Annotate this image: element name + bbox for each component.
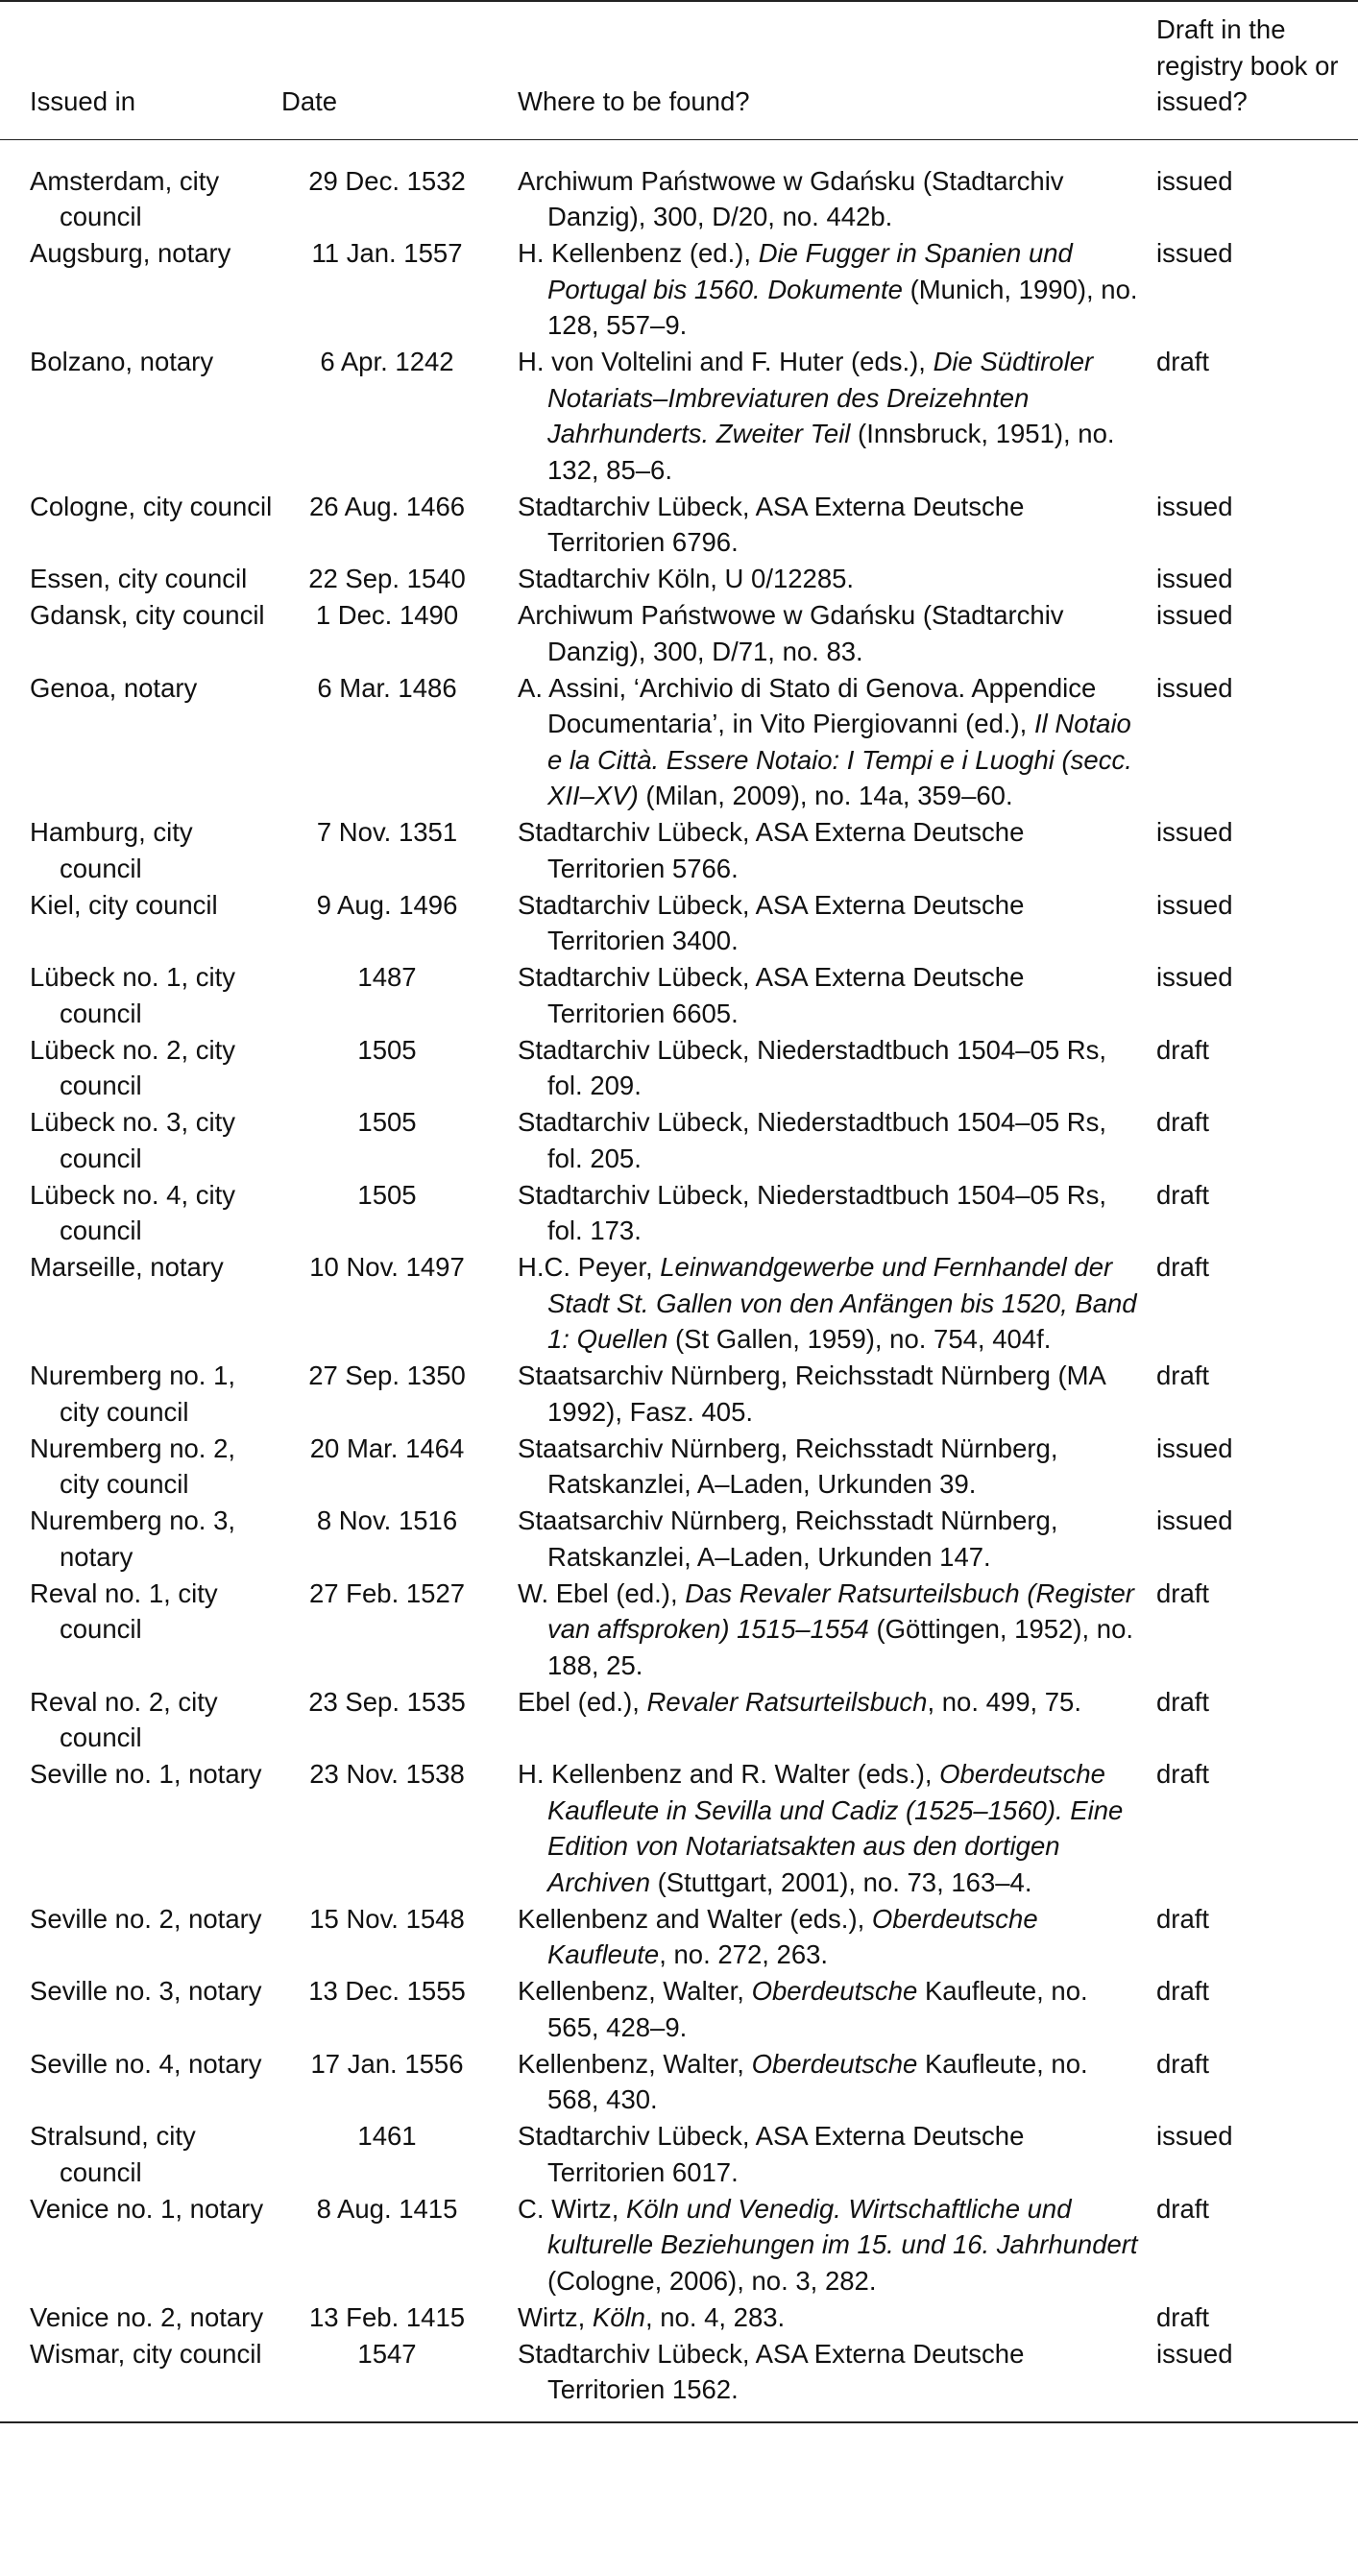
cell-where bbox=[510, 1358, 1149, 1431]
source-citation bbox=[518, 2299, 1143, 2336]
issued-in-text: Cologne, city council bbox=[30, 491, 273, 521]
cell-where bbox=[510, 1032, 1149, 1105]
issued-in-text: Marseille, notary bbox=[30, 1252, 224, 1282]
citation-text: Stadtarchiv Lübeck, ASA Externa Deutsche Territorien 6796. bbox=[518, 491, 1025, 557]
cell-where bbox=[510, 2191, 1149, 2299]
issued-in-text: Wismar, city council bbox=[30, 2338, 262, 2369]
table-row bbox=[0, 2191, 1358, 2299]
cell-where bbox=[510, 1249, 1149, 1358]
cell-issued-in bbox=[0, 235, 281, 344]
cell-where bbox=[510, 1576, 1149, 1684]
cell-status: draft bbox=[1156, 1903, 1210, 1934]
source-citation bbox=[518, 887, 1143, 959]
cell-issued-in bbox=[0, 1249, 281, 1358]
cell-date: 13 Feb. 1415 bbox=[308, 2301, 466, 2332]
issued-in-text: Lübeck no. 3, city council bbox=[30, 1107, 236, 1173]
table-row bbox=[0, 887, 1358, 960]
cell-status: issued bbox=[1156, 564, 1233, 593]
table-row bbox=[0, 1032, 1358, 1105]
cell-status: issued bbox=[1156, 672, 1233, 703]
cell-status: draft bbox=[1156, 1759, 1210, 1789]
source-citation bbox=[518, 2336, 1143, 2408]
table-row bbox=[0, 2046, 1358, 2119]
table-row bbox=[0, 814, 1358, 887]
citation-title: Die Südtiroler Notariats–Imbreviaturen des Dreizehnten Jahrhunderts. Zweiter Teil bbox=[547, 347, 1094, 448]
source-citation bbox=[518, 1901, 1143, 1973]
header-date: Date bbox=[281, 86, 338, 116]
citation-text: Stadtarchiv Lübeck, ASA Externa Deutsche Territorien 1562. bbox=[518, 2338, 1025, 2404]
table-body bbox=[0, 139, 1358, 2422]
citation-text: Stadtarchiv Lübeck, Niederstadtbuch 1504–05 Rs, fol. 173. bbox=[518, 1179, 1107, 1245]
table-row bbox=[0, 1756, 1358, 1901]
cell-where bbox=[510, 887, 1149, 960]
cell-status: draft bbox=[1156, 347, 1210, 376]
cell-date: 1487 bbox=[357, 962, 417, 992]
cell-where bbox=[510, 139, 1149, 235]
table-header bbox=[0, 1, 1358, 139]
table-row bbox=[0, 2299, 1358, 2336]
issued-in-text: Venice no. 1, notary bbox=[30, 2193, 264, 2224]
header-row bbox=[0, 1, 1358, 139]
table-row bbox=[0, 1973, 1358, 2046]
cell-date: 26 Aug. 1466 bbox=[308, 491, 466, 521]
cell-status: issued bbox=[1156, 2338, 1233, 2369]
citation-text: , no. 4, 283. bbox=[644, 2301, 786, 2332]
table-row bbox=[0, 1431, 1358, 1504]
cell-status: draft bbox=[1156, 1107, 1210, 1137]
cell-where bbox=[510, 597, 1149, 670]
issued-in-text: Lübeck no. 2, city council bbox=[30, 1034, 236, 1100]
cell-status: draft bbox=[1156, 1360, 1210, 1390]
cell-issued-in bbox=[0, 1358, 281, 1431]
citation-text: (Milan, 2009), no. 14a, 359–60. bbox=[638, 781, 1013, 810]
citation-text: Stadtarchiv Lübeck, ASA Externa Deutsche Territorien 6017. bbox=[518, 2121, 1025, 2187]
table-row bbox=[0, 2118, 1358, 2191]
table-row bbox=[0, 561, 1358, 597]
source-citation bbox=[518, 670, 1143, 814]
citation-text: Staatsarchiv Nürnberg, Reichsstadt Nürnberg, Ratskanzlei, A–Laden, Urkunden 147. bbox=[518, 1505, 1058, 1572]
citation-text: H. Kellenbenz (ed.), bbox=[518, 238, 759, 268]
issued-in-text: Seville no. 4, notary bbox=[30, 2048, 262, 2079]
source-citation bbox=[518, 1503, 1143, 1575]
table-row bbox=[0, 489, 1358, 562]
citation-text: Kaufleute, no. 565, 428–9. bbox=[547, 1976, 1088, 2042]
table-row bbox=[0, 2336, 1358, 2422]
cell-status: draft bbox=[1156, 1976, 1210, 2006]
cell-date: 6 Apr. 1242 bbox=[320, 347, 454, 376]
issued-in-text: Lübeck no. 4, city council bbox=[30, 1179, 236, 1245]
table-row bbox=[0, 344, 1358, 489]
table-row bbox=[0, 1901, 1358, 1974]
issued-in-text: Seville no. 2, notary bbox=[30, 1903, 262, 1934]
table-row bbox=[0, 1503, 1358, 1576]
issued-in-text: Genoa, notary bbox=[30, 672, 198, 703]
citation-text: Archiwum Państwowe w Gdańsku (Stadtarchiv Danzig), 300, D/20, no. 442b. bbox=[518, 165, 1064, 231]
cell-date: 1461 bbox=[357, 2121, 417, 2151]
issued-in-text: Essen, city council bbox=[30, 564, 248, 593]
source-citation bbox=[518, 1177, 1143, 1249]
cell-status: draft bbox=[1156, 1686, 1210, 1717]
cell-date: 6 Mar. 1486 bbox=[317, 672, 457, 703]
citation-text: H. Kellenbenz and R. Walter (eds.), bbox=[518, 1759, 940, 1789]
citation-text: (Innsbruck, 1951), no. 132, 85–6. bbox=[547, 419, 1115, 485]
header-issued-in: Issued in bbox=[30, 86, 136, 116]
cell-status: draft bbox=[1156, 1034, 1210, 1065]
cell-where bbox=[510, 1756, 1149, 1901]
citation-text: A. Assini, ‘Archivio di Stato di Genova. Appendice Documentaria’, in Vito Piergiovanni (ed.), bbox=[518, 672, 1097, 738]
citation-text: Kellenbenz, Walter, bbox=[518, 1976, 752, 2006]
cell-issued-in bbox=[0, 1756, 281, 1901]
source-citation bbox=[518, 344, 1143, 488]
citation-text: , no. 499, 75. bbox=[927, 1686, 1081, 1717]
citation-text: W. Ebel (ed.), bbox=[518, 1577, 686, 1608]
issued-in-text: Lübeck no. 1, city council bbox=[30, 962, 236, 1028]
cell-issued-in bbox=[0, 489, 281, 562]
cell-where bbox=[510, 1503, 1149, 1576]
table-row bbox=[0, 1249, 1358, 1358]
cell-issued-in bbox=[0, 1431, 281, 1504]
issued-in-text: Reval no. 1, city council bbox=[30, 1577, 218, 1644]
issued-in-text: Amsterdam, city council bbox=[30, 165, 220, 231]
cell-where bbox=[510, 489, 1149, 562]
cell-status: issued bbox=[1156, 817, 1233, 847]
table-row bbox=[0, 597, 1358, 670]
cell-where bbox=[510, 1901, 1149, 1974]
citation-text: Stadtarchiv Köln, U 0/12285. bbox=[518, 564, 855, 593]
citation-text: H.C. Peyer, bbox=[518, 1252, 661, 1282]
issued-in-text: Kiel, city council bbox=[30, 889, 218, 920]
cell-where bbox=[510, 1104, 1149, 1177]
issued-in-text: Seville no. 3, notary bbox=[30, 1976, 262, 2006]
cell-issued-in bbox=[0, 561, 281, 597]
cell-where bbox=[510, 2299, 1149, 2336]
cell-status: issued bbox=[1156, 2121, 1233, 2151]
cell-date: 20 Mar. 1464 bbox=[309, 1432, 465, 1463]
cell-issued-in bbox=[0, 2191, 281, 2299]
issued-in-text: Bolzano, notary bbox=[30, 347, 214, 376]
cell-issued-in bbox=[0, 1104, 281, 1177]
table-row bbox=[0, 139, 1358, 235]
cell-status: draft bbox=[1156, 1577, 1210, 1608]
issued-in-text: Nuremberg no. 3, notary bbox=[30, 1505, 235, 1572]
cell-date: 8 Aug. 1415 bbox=[316, 2193, 458, 2224]
citation-text: (Göttingen, 1952), no. 188, 25. bbox=[547, 1614, 1134, 1680]
citation-text: C. Wirtz, bbox=[518, 2193, 627, 2224]
citation-title: Oberdeutsche bbox=[751, 1976, 918, 2006]
citation-title: Die Fugger in Spanien und Portugal bis 1560. Dokumente bbox=[547, 238, 1073, 304]
source-citation bbox=[518, 235, 1143, 344]
citation-text: Kellenbenz, Walter, bbox=[518, 2048, 752, 2079]
citation-text: Stadtarchiv Lübeck, Niederstadtbuch 1504–05 Rs, fol. 209. bbox=[518, 1034, 1107, 1100]
citation-title: Il Notaio e la Città. Essere Notaio: I Tempi e i Luoghi (secc. XII–XV) bbox=[547, 709, 1132, 810]
cell-where bbox=[510, 2046, 1149, 2119]
issued-in-text: Gdansk, city council bbox=[30, 600, 265, 630]
source-citation bbox=[518, 597, 1143, 669]
citation-text: Staatsarchiv Nürnberg, Reichsstadt Nürnberg, Ratskanzlei, A–Laden, Urkunden 39. bbox=[518, 1432, 1058, 1499]
cell-date: 17 Jan. 1556 bbox=[310, 2048, 464, 2079]
table-row bbox=[0, 1358, 1358, 1431]
cell-status: issued bbox=[1156, 1432, 1233, 1463]
citation-text: Staatsarchiv Nürnberg, Reichsstadt Nürnberg (MA 1992), Fasz. 405. bbox=[518, 1360, 1105, 1427]
cell-date: 7 Nov. 1351 bbox=[316, 817, 458, 847]
cell-issued-in bbox=[0, 597, 281, 670]
table-row bbox=[0, 1576, 1358, 1684]
cell-status: issued bbox=[1156, 491, 1233, 521]
cell-date: 11 Jan. 1557 bbox=[311, 238, 463, 268]
cell-date: 15 Nov. 1548 bbox=[309, 1903, 465, 1934]
citation-text: Kaufleute, no. 568, 430. bbox=[547, 2048, 1088, 2114]
issued-in-text: Reval no. 2, city council bbox=[30, 1686, 218, 1752]
cell-where bbox=[510, 1684, 1149, 1757]
source-citation bbox=[518, 1576, 1143, 1684]
cell-issued-in bbox=[0, 139, 281, 235]
cell-where bbox=[510, 2118, 1149, 2191]
cell-date: 1505 bbox=[357, 1034, 417, 1065]
cell-date: 1505 bbox=[357, 1107, 417, 1137]
citation-text: Kellenbenz and Walter (eds.), bbox=[518, 1903, 872, 1934]
cell-date: 10 Nov. 1497 bbox=[309, 1252, 465, 1282]
cell-status: draft bbox=[1156, 1252, 1210, 1282]
cell-issued-in bbox=[0, 959, 281, 1032]
cell-status: draft bbox=[1156, 2301, 1210, 2332]
cell-where bbox=[510, 1177, 1149, 1250]
cell-status: issued bbox=[1156, 889, 1233, 920]
citation-title: Revaler Ratsurteilsbuch bbox=[646, 1686, 928, 1717]
cell-status: draft bbox=[1156, 1179, 1210, 1210]
citation-title: Leinwandgewerbe und Fernhandel der Stadt St. Gallen von den Anfängen bis 1520, Band 1: Quellen bbox=[547, 1252, 1137, 1354]
source-citation bbox=[518, 1973, 1143, 2045]
citation-title: Oberdeutsche Kaufleute in Sevilla und Cadiz (1525–1560). Eine Edition von Notariatsakten aus den dortigen Archiven bbox=[547, 1759, 1124, 1897]
issued-in-text: Hamburg, city council bbox=[30, 817, 193, 883]
cell-issued-in bbox=[0, 2046, 281, 2119]
issued-in-text: Nuremberg no. 2, city council bbox=[30, 1432, 235, 1499]
issued-in-text: Venice no. 2, notary bbox=[30, 2301, 264, 2332]
cell-status: draft bbox=[1156, 2193, 1210, 2224]
table-row bbox=[0, 1104, 1358, 1177]
source-citation bbox=[518, 959, 1143, 1031]
cell-issued-in bbox=[0, 2336, 281, 2422]
cell-where bbox=[510, 235, 1149, 344]
cell-issued-in bbox=[0, 1973, 281, 2046]
cell-status: issued bbox=[1156, 600, 1233, 630]
cell-date: 29 Dec. 1532 bbox=[308, 165, 466, 196]
cell-where bbox=[510, 1973, 1149, 2046]
citation-title: Oberdeutsche bbox=[751, 2048, 918, 2079]
cell-date: 1505 bbox=[357, 1179, 417, 1210]
cell-status: issued bbox=[1156, 1505, 1233, 1535]
source-citation bbox=[518, 163, 1143, 235]
header-where: Where to be found? bbox=[518, 86, 750, 116]
cell-where bbox=[510, 344, 1149, 489]
table-row bbox=[0, 1684, 1358, 1757]
table-row bbox=[0, 670, 1358, 815]
citation-title: Das Revaler Ratsurteilsbuch (Register van affsproken) 1515–1554 bbox=[547, 1577, 1134, 1644]
cell-issued-in bbox=[0, 814, 281, 887]
cell-date: 8 Nov. 1516 bbox=[316, 1505, 458, 1535]
citation-text: Stadtarchiv Lübeck, Niederstadtbuch 1504–05 Rs, fol. 205. bbox=[518, 1107, 1107, 1173]
source-citation bbox=[518, 1358, 1143, 1430]
citation-text: (St Gallen, 1959), no. 754, 404f. bbox=[667, 1324, 1052, 1354]
cell-date: 1547 bbox=[357, 2338, 417, 2369]
citation-text: H. von Voltelini and F. Huter (eds.), bbox=[518, 347, 934, 376]
cell-where bbox=[510, 814, 1149, 887]
source-citation bbox=[518, 814, 1143, 886]
issued-in-text: Seville no. 1, notary bbox=[30, 1759, 262, 1789]
cell-issued-in bbox=[0, 1177, 281, 1250]
cell-status: draft bbox=[1156, 2048, 1210, 2079]
issued-in-text: Augsburg, notary bbox=[30, 238, 231, 268]
cell-issued-in bbox=[0, 1032, 281, 1105]
cell-date: 1 Dec. 1490 bbox=[315, 600, 459, 630]
cell-where bbox=[510, 959, 1149, 1032]
cell-issued-in bbox=[0, 1901, 281, 1974]
cell-where bbox=[510, 2336, 1149, 2422]
source-citation bbox=[518, 1756, 1143, 1900]
citation-title: Köln bbox=[592, 2301, 645, 2332]
cell-date: 23 Sep. 1535 bbox=[308, 1686, 466, 1717]
cell-status: issued bbox=[1156, 165, 1233, 196]
citation-text: Stadtarchiv Lübeck, ASA Externa Deutsche Territorien 3400. bbox=[518, 889, 1025, 955]
source-citation bbox=[518, 1431, 1143, 1503]
cell-where bbox=[510, 1431, 1149, 1504]
cell-issued-in bbox=[0, 1503, 281, 1576]
citation-text: Ebel (ed.), bbox=[518, 1686, 647, 1717]
citation-text: Archiwum Państwowe w Gdańsku (Stadtarchiv Danzig), 300, D/71, no. 83. bbox=[518, 600, 1064, 666]
cell-where bbox=[510, 561, 1149, 597]
issued-in-text: Nuremberg no. 1, city council bbox=[30, 1360, 235, 1427]
cell-date: 22 Sep. 1540 bbox=[308, 564, 466, 593]
citation-text: , no. 272, 263. bbox=[659, 1939, 829, 1969]
source-citation bbox=[518, 1249, 1143, 1358]
source-citation bbox=[518, 489, 1143, 561]
source-citation bbox=[518, 1032, 1143, 1104]
cell-date: 27 Feb. 1527 bbox=[308, 1577, 466, 1608]
cell-issued-in bbox=[0, 2299, 281, 2336]
issued-in-text: Stralsund, city council bbox=[30, 2121, 196, 2187]
header-draft-or-issued: Draft in the registry book or issued? bbox=[1156, 14, 1339, 116]
citation-text: (Cologne, 2006), no. 3, 282. bbox=[547, 2265, 877, 2296]
cell-where bbox=[510, 670, 1149, 815]
citation-text: Wirtz, bbox=[518, 2301, 593, 2332]
citation-text: (Munich, 1990), no. 128, 557–9. bbox=[547, 274, 1138, 340]
table-row bbox=[0, 1177, 1358, 1250]
cell-status: issued bbox=[1156, 962, 1233, 992]
source-citation bbox=[518, 561, 1143, 597]
cell-status: issued bbox=[1156, 238, 1233, 268]
source-citation bbox=[518, 2118, 1143, 2190]
source-citation bbox=[518, 1684, 1143, 1721]
cell-date: 13 Dec. 1555 bbox=[308, 1976, 466, 2006]
cell-date: 27 Sep. 1350 bbox=[308, 1360, 466, 1390]
citation-text: Stadtarchiv Lübeck, ASA Externa Deutsche Territorien 6605. bbox=[518, 962, 1025, 1028]
source-citation bbox=[518, 1104, 1143, 1176]
cell-issued-in bbox=[0, 887, 281, 960]
cell-issued-in bbox=[0, 1576, 281, 1684]
source-citation bbox=[518, 2046, 1143, 2118]
citation-text: (Stuttgart, 2001), no. 73, 163–4. bbox=[650, 1866, 1032, 1897]
table-row bbox=[0, 235, 1358, 344]
cell-issued-in bbox=[0, 670, 281, 815]
cell-date: 9 Aug. 1496 bbox=[316, 889, 458, 920]
cell-issued-in bbox=[0, 2118, 281, 2191]
cell-issued-in bbox=[0, 1684, 281, 1757]
citation-title: Köln und Venedig. Wirtschaftliche und kulturelle Beziehungen im 15. und 16. Jahrhundert bbox=[547, 2193, 1138, 2259]
cell-issued-in bbox=[0, 344, 281, 489]
cell-date: 23 Nov. 1538 bbox=[309, 1759, 465, 1789]
citation-title: Oberdeutsche Kaufleute bbox=[547, 1903, 1038, 1969]
table-row bbox=[0, 959, 1358, 1032]
citation-text: Stadtarchiv Lübeck, ASA Externa Deutsche Territorien 5766. bbox=[518, 817, 1025, 883]
source-citation bbox=[518, 2191, 1143, 2299]
